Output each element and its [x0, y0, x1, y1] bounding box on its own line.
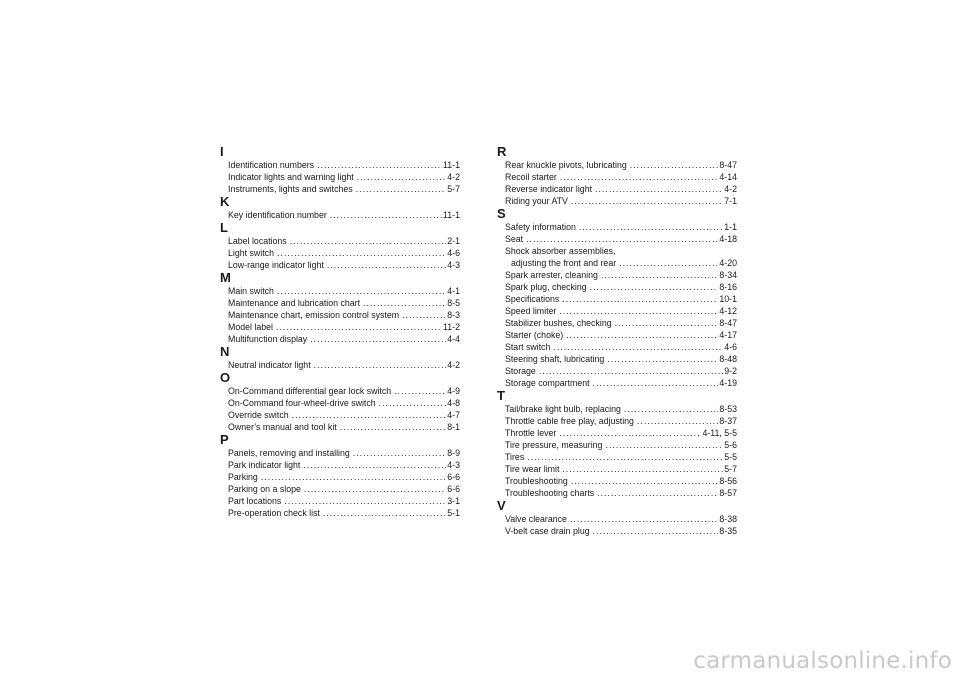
- entry-page-number: 3-1: [447, 496, 460, 506]
- entry-page-number: 5-5: [724, 452, 737, 462]
- dot-leader: [637, 415, 718, 427]
- entry-label: Neutral indicator light: [228, 360, 311, 370]
- index-column-right: [497, 145, 737, 537]
- entry-page-number: 4-14: [719, 172, 737, 182]
- index-entry: [220, 259, 460, 271]
- dot-leader: [284, 495, 446, 507]
- index-entry: [220, 421, 460, 433]
- index-entry: [220, 483, 460, 495]
- entry-label: Instruments, lights and switches: [228, 184, 353, 194]
- index-entry: [497, 305, 737, 317]
- index-entry: [220, 235, 460, 247]
- entry-label: Tire pressure, measuring: [505, 440, 603, 450]
- section-letter: P: [220, 432, 229, 447]
- dot-leader: [277, 247, 446, 259]
- entry-label: Key identification number: [228, 210, 327, 220]
- dot-leader: [261, 471, 446, 483]
- dot-leader: [357, 171, 447, 183]
- index-entry: [497, 525, 737, 537]
- dot-leader: [571, 475, 719, 487]
- dot-leader: [363, 297, 446, 309]
- section-letter: V: [497, 498, 506, 513]
- index-entry: [220, 321, 460, 333]
- entry-page-number: 8-53: [719, 404, 737, 414]
- entry-label: Speed limiter: [505, 306, 557, 316]
- dot-leader: [323, 507, 446, 519]
- index-entry: [220, 507, 460, 519]
- entry-page-number: 5-7: [447, 184, 460, 194]
- dot-leader: [353, 447, 447, 459]
- index-entry: [497, 317, 737, 329]
- entry-label: Tires: [505, 452, 525, 462]
- section-letter: I: [220, 144, 224, 159]
- index-entry: [220, 447, 460, 459]
- entry-page-number: 5-7: [724, 464, 737, 474]
- dot-leader: [579, 221, 723, 233]
- index-entry: [220, 297, 460, 309]
- entry-label: Safety information: [505, 222, 576, 232]
- entry-label: Parking: [228, 472, 258, 482]
- entry-page-number: 10-1: [719, 294, 737, 304]
- entry-page-number: 8-16: [719, 282, 737, 292]
- index-entry: [497, 475, 737, 487]
- dot-leader: [595, 183, 723, 195]
- entry-page-number: 8-9: [447, 448, 460, 458]
- entry-page-number: 1-1: [724, 222, 737, 232]
- entry-page-number: 4-12: [719, 306, 737, 316]
- entry-label: On-Command four-wheel-drive switch: [228, 398, 376, 408]
- entry-page-number: 4-6: [724, 342, 737, 352]
- index-entry: [497, 365, 737, 377]
- entry-page-number: 8-47: [719, 318, 737, 328]
- dot-leader: [566, 329, 718, 341]
- dot-leader: [303, 459, 446, 471]
- entry-label: Riding your ATV: [505, 196, 568, 206]
- dot-leader: [277, 285, 446, 297]
- index-entry: [497, 513, 737, 525]
- index-entry: [220, 385, 460, 397]
- entry-label: Steering shaft, lubricating: [505, 354, 605, 364]
- index-entry: [497, 293, 737, 305]
- entry-page-number: 4-2: [724, 184, 737, 194]
- entry-page-number: 4-1: [447, 286, 460, 296]
- entry-page-number: 11-1: [443, 160, 460, 170]
- section-letter: O: [220, 370, 231, 385]
- entry-label: Low-range indicator light: [228, 260, 324, 270]
- entry-page-number: 6-6: [447, 484, 460, 494]
- entry-label: Start switch: [505, 342, 551, 352]
- entry-label: Spark arrester, cleaning: [505, 270, 598, 280]
- dot-leader: [560, 171, 719, 183]
- index-section-k: [220, 195, 460, 221]
- index-entry: [220, 285, 460, 297]
- entry-label: Light switch: [228, 248, 274, 258]
- section-letter: L: [220, 220, 228, 235]
- entry-label: Troubleshooting: [505, 476, 568, 486]
- entry-page-number: 4-3: [447, 260, 460, 270]
- entry-label: Maintenance and lubrication chart: [228, 298, 361, 308]
- index-entry: [220, 159, 460, 171]
- entry-label: V-belt case drain plug: [505, 526, 590, 536]
- index-entry: [220, 171, 460, 183]
- dot-leader: [615, 317, 719, 329]
- dot-leader: [356, 183, 447, 195]
- dot-leader: [553, 341, 723, 353]
- entry-page-number: 11-2: [443, 322, 460, 332]
- entry-page-number: 4-19: [719, 378, 737, 388]
- index-entry: [220, 359, 460, 371]
- entry-label: Parking on a slope: [228, 484, 301, 494]
- dot-leader: [527, 451, 723, 463]
- index-section-p: [220, 433, 460, 519]
- entry-label: Rear knuckle pivots, lubricating: [505, 160, 627, 170]
- entry-label: adjusting the front and rear: [511, 258, 617, 268]
- index-entry: [220, 333, 460, 345]
- index-section-r: [497, 145, 737, 207]
- dot-leader: [562, 463, 723, 475]
- dot-leader: [292, 409, 447, 421]
- index-entry: [497, 233, 737, 245]
- entry-page-number: 4-6: [447, 248, 460, 258]
- entry-label: Pre-operation check list: [228, 508, 320, 518]
- entry-label: Panels, removing and installing: [228, 448, 350, 458]
- index-section-s: [497, 207, 737, 389]
- index-entry: [220, 459, 460, 471]
- entry-label: Seat: [505, 234, 524, 244]
- index-entry: [497, 451, 737, 463]
- section-letter: M: [220, 270, 231, 285]
- dot-leader: [539, 365, 723, 377]
- entry-page-number: 5-1: [447, 508, 460, 518]
- dot-leader: [630, 159, 719, 171]
- dot-leader: [310, 333, 446, 345]
- entry-page-number: 7-1: [724, 196, 737, 206]
- dot-leader: [570, 513, 718, 525]
- dot-leader: [619, 257, 718, 269]
- dot-leader: [304, 483, 446, 495]
- index-entry: [497, 281, 737, 293]
- entry-page-number: 4-9: [447, 386, 460, 396]
- index-entry: [497, 159, 737, 171]
- section-letter: T: [497, 388, 505, 403]
- dot-leader: [590, 281, 719, 293]
- entry-page-number: 11-1: [443, 210, 460, 220]
- entry-label: Main switch: [228, 286, 274, 296]
- index-entry: [220, 309, 460, 321]
- entry-page-number: 4-2: [447, 360, 460, 370]
- entry-label: Throttle lever: [505, 428, 557, 438]
- index-entry: [497, 353, 737, 365]
- dot-leader: [526, 233, 718, 245]
- entry-label: On-Command differential gear lock switch: [228, 386, 392, 396]
- section-letter: S: [497, 206, 506, 221]
- index-entry: [497, 377, 737, 389]
- entry-label: Throttle cable free play, adjusting: [505, 416, 634, 426]
- entry-label: Maintenance chart, emission control system: [228, 310, 400, 320]
- section-letter: R: [497, 144, 507, 159]
- index-entry: [220, 471, 460, 483]
- index-entry: [497, 245, 737, 257]
- index-section-l: [220, 221, 460, 271]
- index-section-i: [220, 145, 460, 195]
- dot-leader: [290, 235, 447, 247]
- dot-leader: [607, 353, 718, 365]
- dot-leader: [276, 321, 442, 333]
- dot-leader: [601, 269, 718, 281]
- entry-page-number: 2-1: [447, 236, 460, 246]
- index-entry: [497, 427, 737, 439]
- entry-label: Valve clearance: [505, 514, 567, 524]
- entry-label: Troubleshooting charts: [505, 488, 595, 498]
- entry-page-number: 4-18: [719, 234, 737, 244]
- entry-label: Reverse indicator light: [505, 184, 593, 194]
- index-entry: [497, 341, 737, 353]
- index-entry: [220, 495, 460, 507]
- watermark: carmanualsonline.info: [693, 648, 952, 674]
- entry-page-number: 8-57: [719, 488, 737, 498]
- dot-leader: [559, 427, 701, 439]
- entry-label: Override switch: [228, 410, 289, 420]
- index-entry: [497, 329, 737, 341]
- entry-label: Storage compartment: [505, 378, 590, 388]
- entry-label: Indicator lights and warning light: [228, 172, 354, 182]
- entry-page-number: 4-11, 5-5: [702, 428, 737, 438]
- entry-page-number: 8-38: [719, 514, 737, 524]
- entry-page-number: 8-34: [719, 270, 737, 280]
- entry-label: Model label: [228, 322, 273, 332]
- entry-label: Tire wear limit: [505, 464, 560, 474]
- entry-page-number: 8-5: [447, 298, 460, 308]
- dot-leader: [314, 359, 447, 371]
- index-entry: [220, 397, 460, 409]
- entry-page-number: 4-4: [447, 334, 460, 344]
- entry-label: Owner’s manual and tool kit: [228, 422, 337, 432]
- entry-label: Recoil starter: [505, 172, 557, 182]
- index-entry: [497, 463, 737, 475]
- entry-page-number: 8-35: [719, 526, 737, 536]
- entry-label: Part locations: [228, 496, 282, 506]
- dot-leader: [559, 305, 718, 317]
- dot-leader: [593, 525, 719, 537]
- index-entry: [220, 209, 460, 221]
- index-entry: [220, 409, 460, 421]
- entry-page-number: 4-7: [447, 410, 460, 420]
- index-section-v: [497, 499, 737, 537]
- entry-label: Park indicator light: [228, 460, 301, 470]
- entry-page-number: 8-47: [719, 160, 737, 170]
- dot-leader: [394, 385, 446, 397]
- dot-leader: [562, 293, 718, 305]
- entry-page-number: 9-2: [724, 366, 737, 376]
- index-section-t: [497, 389, 737, 499]
- entry-label: Multifunction display: [228, 334, 308, 344]
- dot-leader: [327, 259, 446, 271]
- entry-page-number: 4-2: [447, 172, 460, 182]
- entry-page-number: 6-6: [447, 472, 460, 482]
- section-letter: K: [220, 194, 230, 209]
- entry-label: Stabilizer bushes, checking: [505, 318, 612, 328]
- dot-leader: [593, 377, 719, 389]
- index-entry: [497, 269, 737, 281]
- entry-page-number: 4-8: [447, 398, 460, 408]
- entry-page-number: 4-20: [719, 258, 737, 268]
- index-entry: [497, 257, 737, 269]
- index-entry: [497, 171, 737, 183]
- dot-leader: [317, 159, 442, 171]
- index-entry: [497, 487, 737, 499]
- entry-page-number: 4-3: [447, 460, 460, 470]
- index-section-o: [220, 371, 460, 433]
- entry-label: Specifications: [505, 294, 560, 304]
- entry-label: Tail/brake light bulb, replacing: [505, 404, 621, 414]
- section-letter: N: [220, 344, 230, 359]
- index-entry: [497, 183, 737, 195]
- entry-page-number: 5-6: [724, 440, 737, 450]
- entry-label: Shock absorber assemblies,: [505, 246, 616, 256]
- index-entry: [497, 403, 737, 415]
- dot-leader: [571, 195, 723, 207]
- dot-leader: [379, 397, 447, 409]
- dot-leader: [597, 487, 718, 499]
- entry-label: Starter (choke): [505, 330, 564, 340]
- entry-page-number: 8-56: [719, 476, 737, 486]
- index-entry: [497, 221, 737, 233]
- entry-label: Label locations: [228, 236, 287, 246]
- index-section-n: [220, 345, 460, 371]
- entry-page-number: 8-3: [447, 310, 460, 320]
- entry-page-number: 8-1: [447, 422, 460, 432]
- index-entry: [220, 247, 460, 259]
- dot-leader: [330, 209, 442, 221]
- entry-page-number: 8-48: [719, 354, 737, 364]
- dot-leader: [605, 439, 723, 451]
- index-entry: [497, 415, 737, 427]
- index-entry: [497, 439, 737, 451]
- index-entry: [220, 183, 460, 195]
- entry-label: Storage: [505, 366, 536, 376]
- index-entry: [497, 195, 737, 207]
- entry-page-number: 8-37: [719, 416, 737, 426]
- index-column-left: [220, 145, 460, 519]
- dot-leader: [402, 309, 446, 321]
- dot-leader: [340, 421, 447, 433]
- dot-leader: [624, 403, 718, 415]
- entry-label: Identification numbers: [228, 160, 315, 170]
- entry-label: Spark plug, checking: [505, 282, 587, 292]
- index-section-m: [220, 271, 460, 345]
- entry-page-number: 4-17: [719, 330, 737, 340]
